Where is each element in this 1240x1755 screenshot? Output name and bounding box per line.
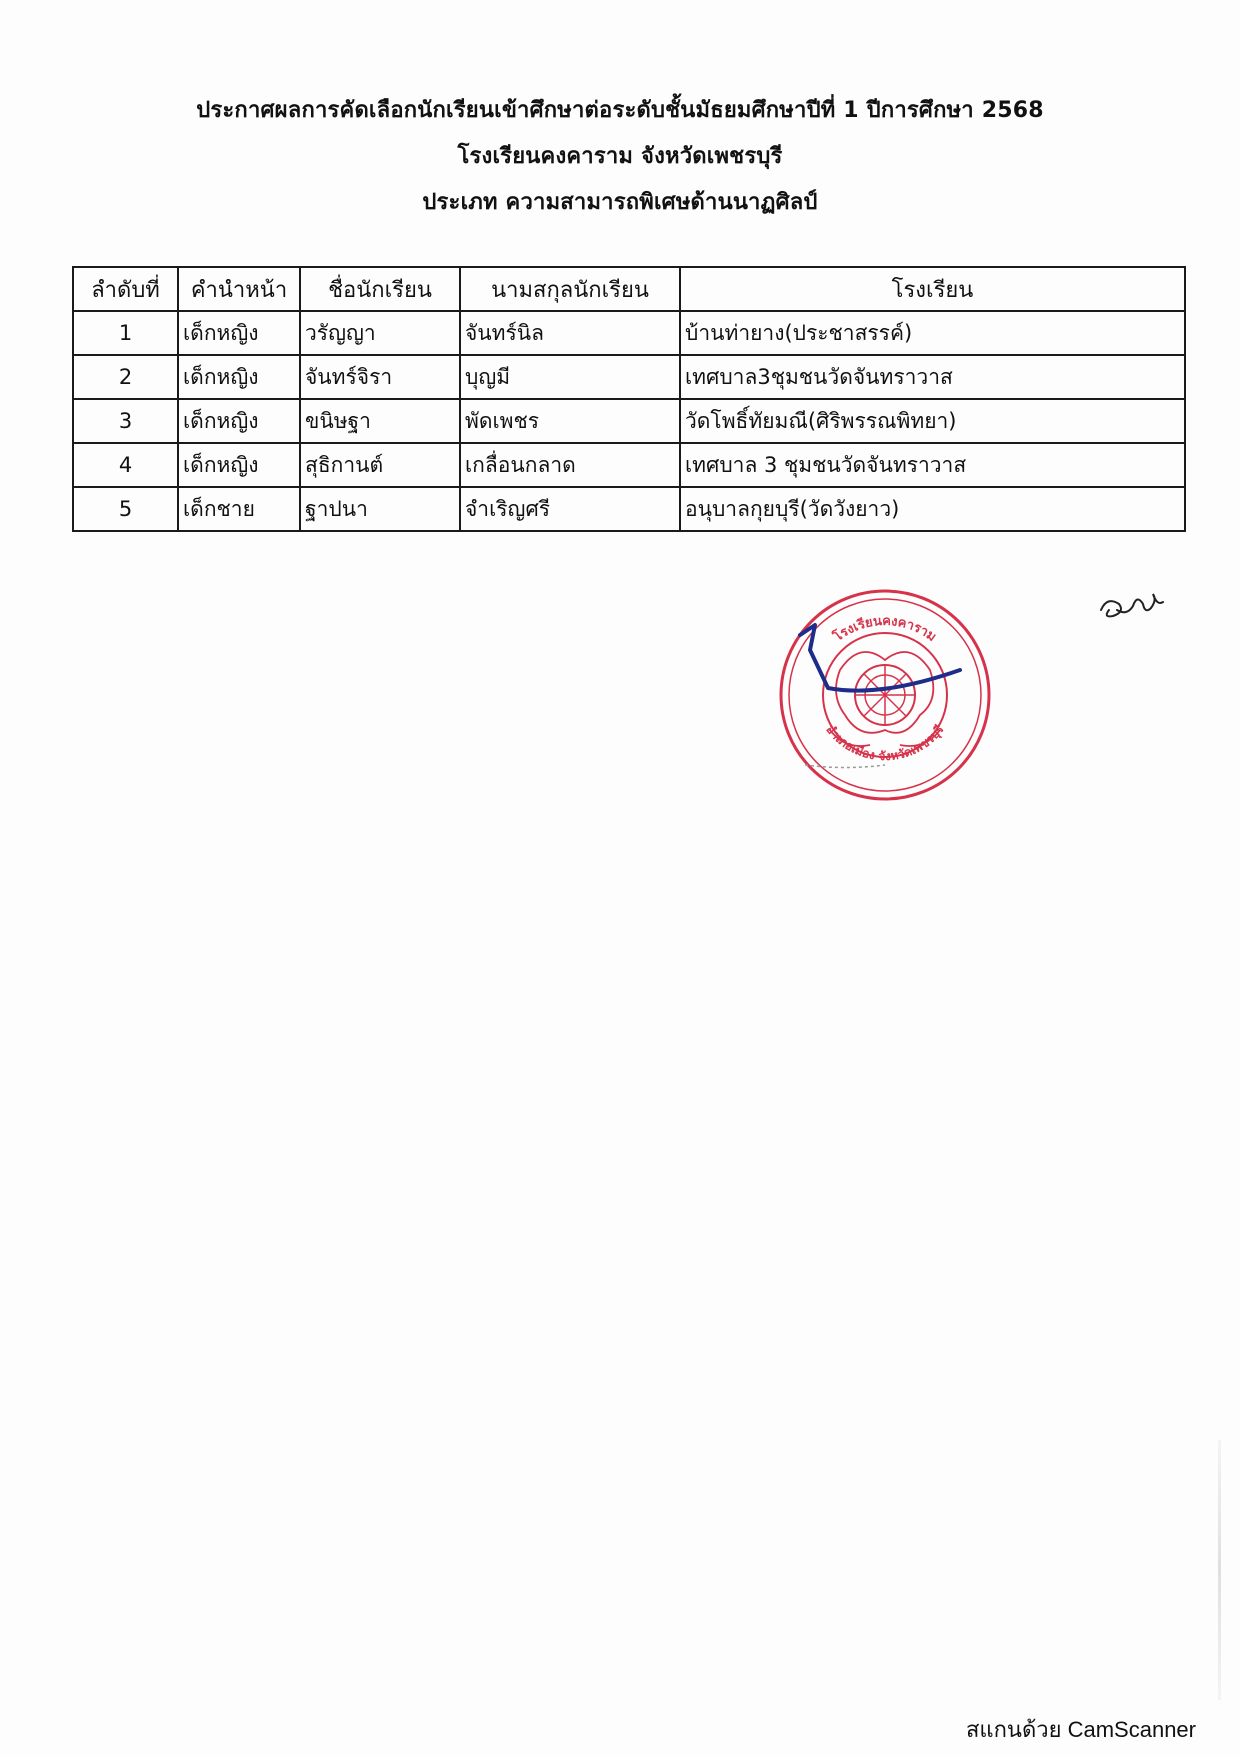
cell-school: บ้านท่ายาง(ประชาสรรค์) [680,311,1185,355]
cell-last-name: พัดเพชร [460,399,680,443]
handwritten-initial [1095,580,1175,630]
cell-first-name: ฐาปนา [300,487,460,531]
cell-first-name: จันทร์จิรา [300,355,460,399]
column-header-last-name: นามสกุลนักเรียน [460,267,680,311]
cell-school: เทศบาล3ชุมชนวัดจันทราวาส [680,355,1185,399]
table-header-row [73,267,1185,311]
column-header-school: โรงเรียน [680,267,1185,311]
column-header-prefix: คำนำหน้า [178,267,300,311]
cell-last-name: เกลื่อนกลาด [460,443,680,487]
cell-order: 3 [73,399,178,443]
announcement-title: ประกาศผลการคัดเลือกนักเรียนเข้าศึกษาต่อระดับชั้นมัธยมศึกษาปีที่ 1 ปีการศึกษา 2568 [196,98,1044,123]
cell-prefix: เด็กหญิง [178,355,300,399]
cell-last-name: จันทร์นิล [460,311,680,355]
cell-first-name: วรัญญา [300,311,460,355]
cell-prefix: เด็กชาย [178,487,300,531]
scan-edge-mark [1218,1440,1221,1700]
results-table [72,266,1186,532]
cell-order: 2 [73,355,178,399]
school-name: โรงเรียนคงคาราม จังหวัดเพชรบุรี [457,144,783,169]
cell-last-name: จำเริญศรี [460,487,680,531]
cell-order: 1 [73,311,178,355]
cell-order: 4 [73,443,178,487]
camscanner-watermark: สแกนด้วย CamScanner [965,1717,1196,1742]
table-row [73,399,1185,443]
column-header-order: ลำดับที่ [73,267,178,311]
document-header [0,88,1240,226]
cell-first-name: ขนิษฐา [300,399,460,443]
svg-text:โรงเรียนคงคาราม [829,614,939,646]
cell-first-name: สุธิกานต์ [300,443,460,487]
svg-text:อำเภอเมือง จังหวัดเพชรบุรี [823,722,947,763]
column-header-first-name: ชื่อนักเรียน [300,267,460,311]
cell-last-name: บุญมี [460,355,680,399]
table-row [73,355,1185,399]
category-title: ประเภท ความสามารถพิเศษด้านนาฏศิลป์ [422,190,818,215]
seal-top-text: โรงเรียนคงคาราม [831,613,939,645]
cell-school: อนุบาลกุยบุรี(วัดวังยาว) [680,487,1185,531]
cell-prefix: เด็กหญิง [178,399,300,443]
cell-order: 5 [73,487,178,531]
cell-prefix: เด็กหญิง [178,443,300,487]
table-row [73,311,1185,355]
table-row [73,487,1185,531]
cell-school: เทศบาล 3 ชุมชนวัดจันทราวาส [680,443,1185,487]
seal-bottom-text: อำเภอเมือง จังหวัดเพชรบุรี [823,722,947,764]
cell-prefix: เด็กหญิง [178,311,300,355]
cell-school: วัดโพธิ์ทัยมณี(ศิริพรรณพิทยา) [680,399,1185,443]
school-seal-stamp [770,580,1000,810]
table-row [73,443,1185,487]
